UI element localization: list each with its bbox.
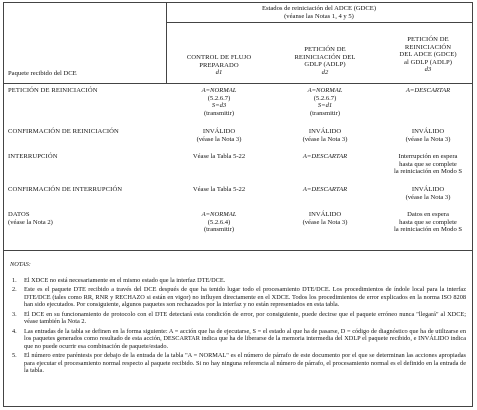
column-code: d1 [215, 69, 223, 77]
cell-reset-confirmation-d3 [382, 128, 474, 143]
cell-interrupt-d1: Véase la Tabla 5-22 [192, 153, 246, 160]
row-label-reset-confirmation: CONFIRMACIÓN DE REINICIACIÓN [8, 128, 119, 135]
group-subtitle: (véanse las Notas 1, 4 y 5) [284, 12, 354, 20]
note-text: Este es el paquete DTE recibido a través del DCE después de que ha tenido lugar todo el procesamiento DTE/DCE. Los procedimientos de índole local para la interfaz DTE/DCE (tales como RR, RNR y RECHAZO si están en vigor) no influyen directamente en el XDCE. Todos los procedimientos de error explicados en la norma ISO 8208 han sido ejecutados. Por consiguiente, algunos paquetes son rechazados por la interfaz y no están representados en esta tabla. [24, 286, 466, 308]
notes-section [10, 261, 466, 377]
cell-data-d1 [169, 211, 269, 234]
column-header-line: PETICIÓN DE [304, 46, 346, 53]
cell-line: A=NORMAL [201, 211, 237, 218]
column-header-line: PREPARADO [199, 61, 239, 69]
note-number: 1. [12, 276, 17, 284]
cell-line: (transmitir) [309, 109, 341, 117]
note-item [10, 277, 466, 285]
cell-reset-request-d3: A=DESCARTAR [405, 87, 451, 94]
cell-line: (véase la Nota 3) [302, 135, 348, 143]
note-number: 5. [12, 352, 17, 359]
cell-reset-request-d1 [169, 87, 269, 117]
cell-line: (transmitir) [203, 109, 235, 117]
note-text: El número entre paréntesis por debajo de la entrada de la tabla "A = NORMAL" es el número de párrafo de este documento por el que se determinan las acciones apropiadas para ejecutar el procesamiento normal respecto al paquete recibido. Si no hay ninguna referencia al número de párrafo, el procesamiento normal es el definido en la entrada de la tabla. [24, 352, 466, 374]
row-label-interrupt-confirmation: CONFIRMACIÓN DE INTERRUPCIÓN [8, 186, 123, 193]
column-header-line: PETICIÓN DE [407, 36, 449, 43]
header-bottom-rule [4, 83, 472, 84]
cell-data-d2 [270, 211, 380, 226]
cell-line: (5.2.6.4) [207, 218, 231, 226]
cell-line: INVÁLIDO [411, 186, 445, 193]
cell-reset-confirmation-d2 [270, 128, 380, 143]
note-text: Las entradas de la tabla se definen en la forma siguiente: A = acción que ha de ejecutarse, S = el estado al que ha de pasarse, D = código de diagnóstico que ha de utilizarse en los paquetes generados como resultado de esta acción, DESCARTAR indica que ha de liberarse de la memoria intermedia del XDLP el paquete recibido, e INVÁLIDO indica que no puede ocurrir esa combinación de paquete/estado. [24, 327, 466, 350]
cell-line: INVÁLIDO [308, 211, 342, 218]
note-item [10, 352, 466, 375]
column-header-line: DEL ADCE (GDCE) [399, 51, 457, 59]
row-header-label: Paquete recibido del DCE [8, 70, 77, 77]
note-item [10, 311, 466, 326]
cell-line: Interrupción en espera [398, 153, 458, 160]
cell-line: A=NORMAL [201, 87, 237, 94]
cell-line: la reiniciación en Modo S [393, 168, 463, 176]
cell-line: (transmitir) [203, 226, 235, 234]
column-header-line: REINICIACIÓN [404, 43, 452, 51]
column-header-line: GDLP (ADLP) [304, 61, 346, 69]
cell-line: (véase la Nota 3) [405, 193, 451, 201]
cell-interrupt-confirmation-d3 [382, 186, 474, 201]
column-header-line: al GDLP (ADLP) [403, 58, 453, 66]
cell-interrupt-d3 [382, 153, 474, 176]
row-label-data [8, 211, 53, 226]
group-header [166, 5, 472, 20]
cell-line: (véase la Nota 3) [405, 135, 451, 143]
notes-list [10, 277, 466, 375]
cell-line: INVÁLIDO [308, 128, 342, 135]
cell-line: A=NORMAL [307, 87, 343, 94]
note-text: El DCE en su funcionamiento de protocolo con el DTE detectará esta condición de error, por consiguiente, puede decirse que el paquete erróneo nunca "llegará" al XDCE; véase también la Nota 2. [24, 310, 466, 325]
note-number: 2. [12, 286, 17, 293]
cell-interrupt-confirmation-d1: Véase la Tabla 5-22 [192, 186, 246, 193]
row-label-reset-request: PETICIÓN DE REINICIACIÓN [8, 87, 98, 94]
cell-line: INVÁLIDO [411, 128, 445, 135]
cell-line: Datos en espera [407, 211, 449, 218]
note-item [10, 328, 466, 351]
column-header-d1 [169, 54, 269, 77]
cell-line: (5.2.6.7) [207, 94, 231, 102]
header-divider [166, 22, 472, 23]
document-table-page [3, 2, 473, 407]
cell-line: hasta que se complete [399, 160, 457, 168]
column-header-d3 [382, 36, 474, 74]
notes-title: NOTAS: [10, 261, 31, 268]
note-number: 3. [12, 310, 17, 318]
note-number: 4. [12, 327, 17, 335]
cell-line: S=d3 [211, 102, 227, 110]
row-label-line: DATOS [8, 211, 30, 218]
cell-line: INVÁLIDO [202, 128, 236, 135]
cell-line: (5.2.6.7) [313, 94, 337, 102]
column-header-d2 [270, 46, 380, 76]
row-label-line: (véase la Nota 2) [8, 218, 53, 226]
column-header-line: CONTROL DE FLUJO [186, 54, 252, 61]
cell-interrupt-confirmation-d2: A=DESCARTAR [302, 186, 348, 193]
cell-reset-confirmation-d1 [169, 128, 269, 143]
row-label-interrupt: INTERRUPCIÓN [8, 153, 58, 160]
note-text: El XDCE no está necesariamente en el mismo estado que la interfaz DTE/DCE. [24, 276, 226, 284]
column-header-line: REINICIACIÓN DEL [294, 53, 356, 61]
cell-data-d3 [382, 211, 474, 234]
note-item [10, 286, 466, 309]
cell-line: hasta que se complete [399, 218, 457, 226]
cell-line: la reiniciación en Modo S [393, 226, 463, 234]
cell-line: (véase la Nota 3) [196, 135, 242, 143]
cell-interrupt-d2: A=DESCARTAR [302, 153, 348, 160]
cell-line: (véase la Nota 3) [302, 218, 348, 226]
cell-reset-request-d2 [270, 87, 380, 117]
cell-line: S=d1 [317, 102, 333, 110]
column-code: d2 [321, 68, 329, 76]
column-code: d3 [424, 66, 432, 74]
notes-top-rule [4, 250, 472, 251]
group-title: Estados de reiniciación del ADCE (GDCE) [261, 5, 377, 12]
